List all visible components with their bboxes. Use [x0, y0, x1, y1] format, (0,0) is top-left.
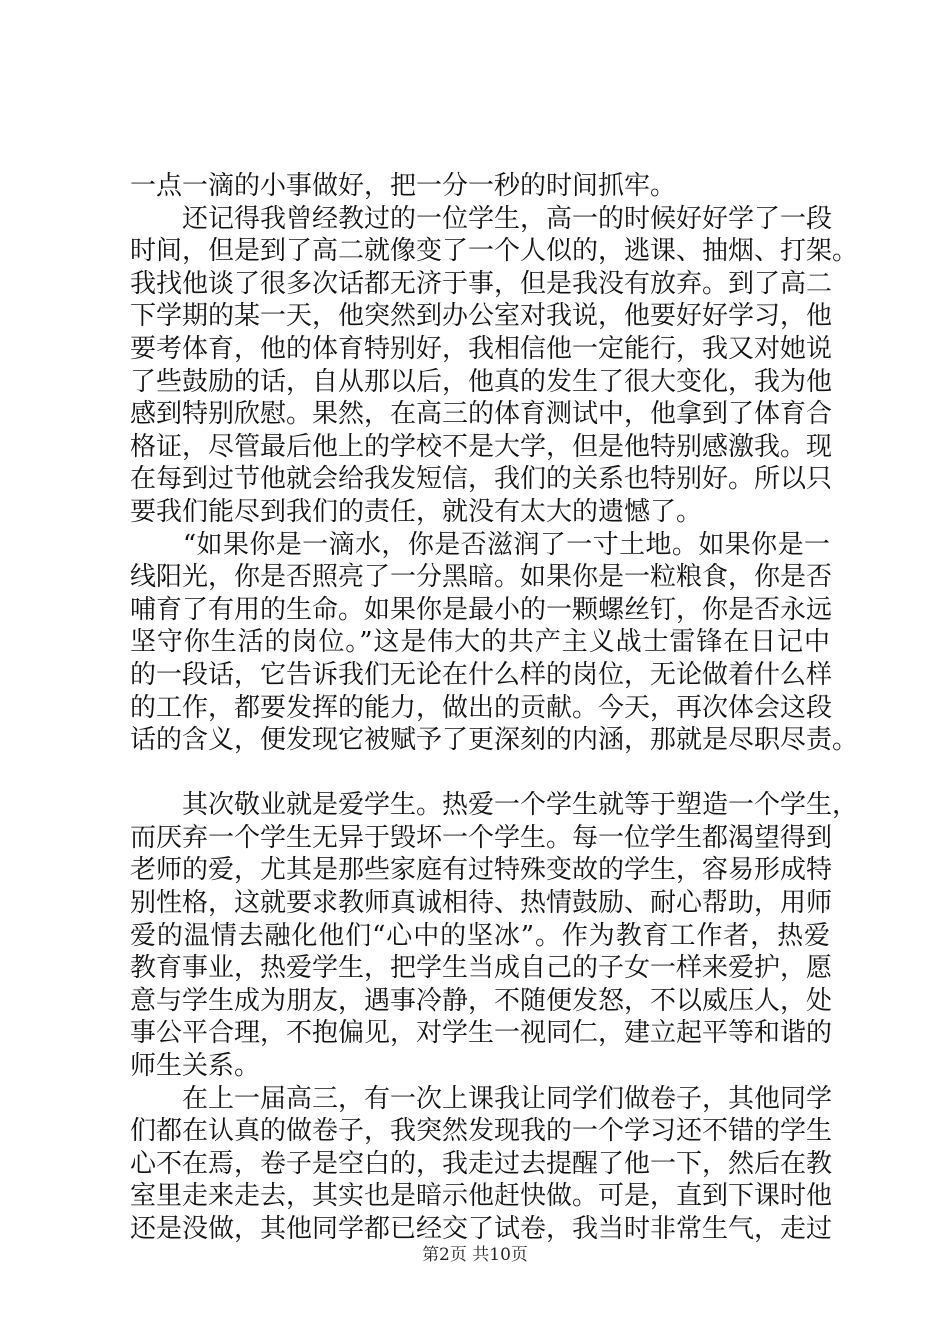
- text-line: 我找他谈了很多次话都无济于事，但是我没有放弃。到了高二: [130, 268, 833, 299]
- text-line: 要我们能尽到我们的责任，就没有太大的遗憾了。: [130, 496, 703, 527]
- text-line: 坚守你生活的岗位。”这是伟大的共产主义战士雷锋在日记中: [130, 627, 830, 658]
- text-line: 爱的温情去融化他们“心中的坚冰”。作为教育工作者，热爱: [130, 920, 830, 951]
- text-line: 时间，但是到了高二就像变了一个人似的，逃课、抽烟、打架。: [130, 236, 859, 267]
- text-line: 师生关系。: [130, 1051, 261, 1082]
- text-line: 教育事业，热爱学生，把学生当成自己的子女一样来爱护，愿: [130, 953, 833, 984]
- text-line: 其次敬业就是爱学生。热爱一个学生就等于塑造一个学生，: [130, 790, 859, 821]
- text-line: 意与学生成为朋友，遇事冷静，不随便发怒，不以威压人，处: [130, 985, 833, 1016]
- text-line: 别性格，这就要求教师真诚相待、热情鼓励、耐心帮助，用师: [130, 888, 833, 919]
- text-line: 在上一届高三，有一次上课我让同学们做卷子，其他同学: [130, 1083, 833, 1114]
- text-line: 事公平合理，不抱偏见，对学生一视同仁，建立起平等和谐的: [130, 1018, 833, 1049]
- text-line: 室里走来走去，其实也是暗示他赶快做。可是，直到下课时他: [130, 1181, 833, 1212]
- page-footer: 第2页 共10页: [422, 1245, 528, 1265]
- text-line: “如果你是一滴水，你是否滋润了一寸土地。如果你是一: [130, 529, 830, 560]
- text-line: 哺育了有用的生命。如果你是最小的一颗螺丝钉，你是否永远: [130, 594, 833, 625]
- text-line: 老师的爱，尤其是那些家庭有过特殊变故的学生，容易形成特: [130, 855, 833, 886]
- text-line: 还是没做，其他同学都已经交了试卷，我当时非常生气，走过: [130, 1214, 833, 1244]
- text-line: 感到特别欣慰。果然，在高三的体育测试中，他拿到了体育合: [130, 399, 833, 430]
- text-line: 的一段话，它告诉我们无论在什么样的岗位，无论做着什么样: [130, 659, 833, 690]
- text-line: 在每到过节他就会给我发短信，我们的关系也特别好。所以只: [130, 464, 833, 495]
- text-line: 话的含义，便发现它被赋予了更深刻的内涵，那就是尽职尽责。: [130, 725, 859, 756]
- text-line: 而厌弃一个学生无异于毁坏一个学生。每一位学生都渴望得到: [130, 822, 833, 853]
- body-text: [130, 170, 859, 1246]
- text-line: 了些鼓励的话，自从那以后，他真的发生了很大变化，我为他: [130, 366, 833, 397]
- text-line: 一点一滴的小事做好，把一分一秒的时间抓牢。: [130, 171, 677, 201]
- text-line: 要考体育，他的体育特别好，我相信他一定能行，我又对她说: [130, 333, 833, 364]
- text-line: 们都在认真的做卷子，我突然发现我的一个学习还不错的学生: [130, 1116, 833, 1147]
- text-line: 下学期的某一天，他突然到办公室对我说，他要好好学习，他: [130, 301, 833, 332]
- text-line: 格证，尽管最后他上的学校不是大学，但是他特别感激我。现: [130, 431, 833, 462]
- text-line: 心不在焉，卷子是空白的，我走过去提醒了他一下，然后在教: [130, 1148, 833, 1179]
- text-line: 的工作，都要发挥的能力，做出的贡献。今天，再次体会这段: [130, 692, 833, 723]
- text-line: 线阳光，你是否照亮了一分黑暗。如果你是一粒粮食，你是否: [130, 562, 833, 593]
- text-line: 还记得我曾经教过的一位学生，高一的时候好好学了一段: [130, 203, 833, 234]
- blank-line: [130, 757, 830, 790]
